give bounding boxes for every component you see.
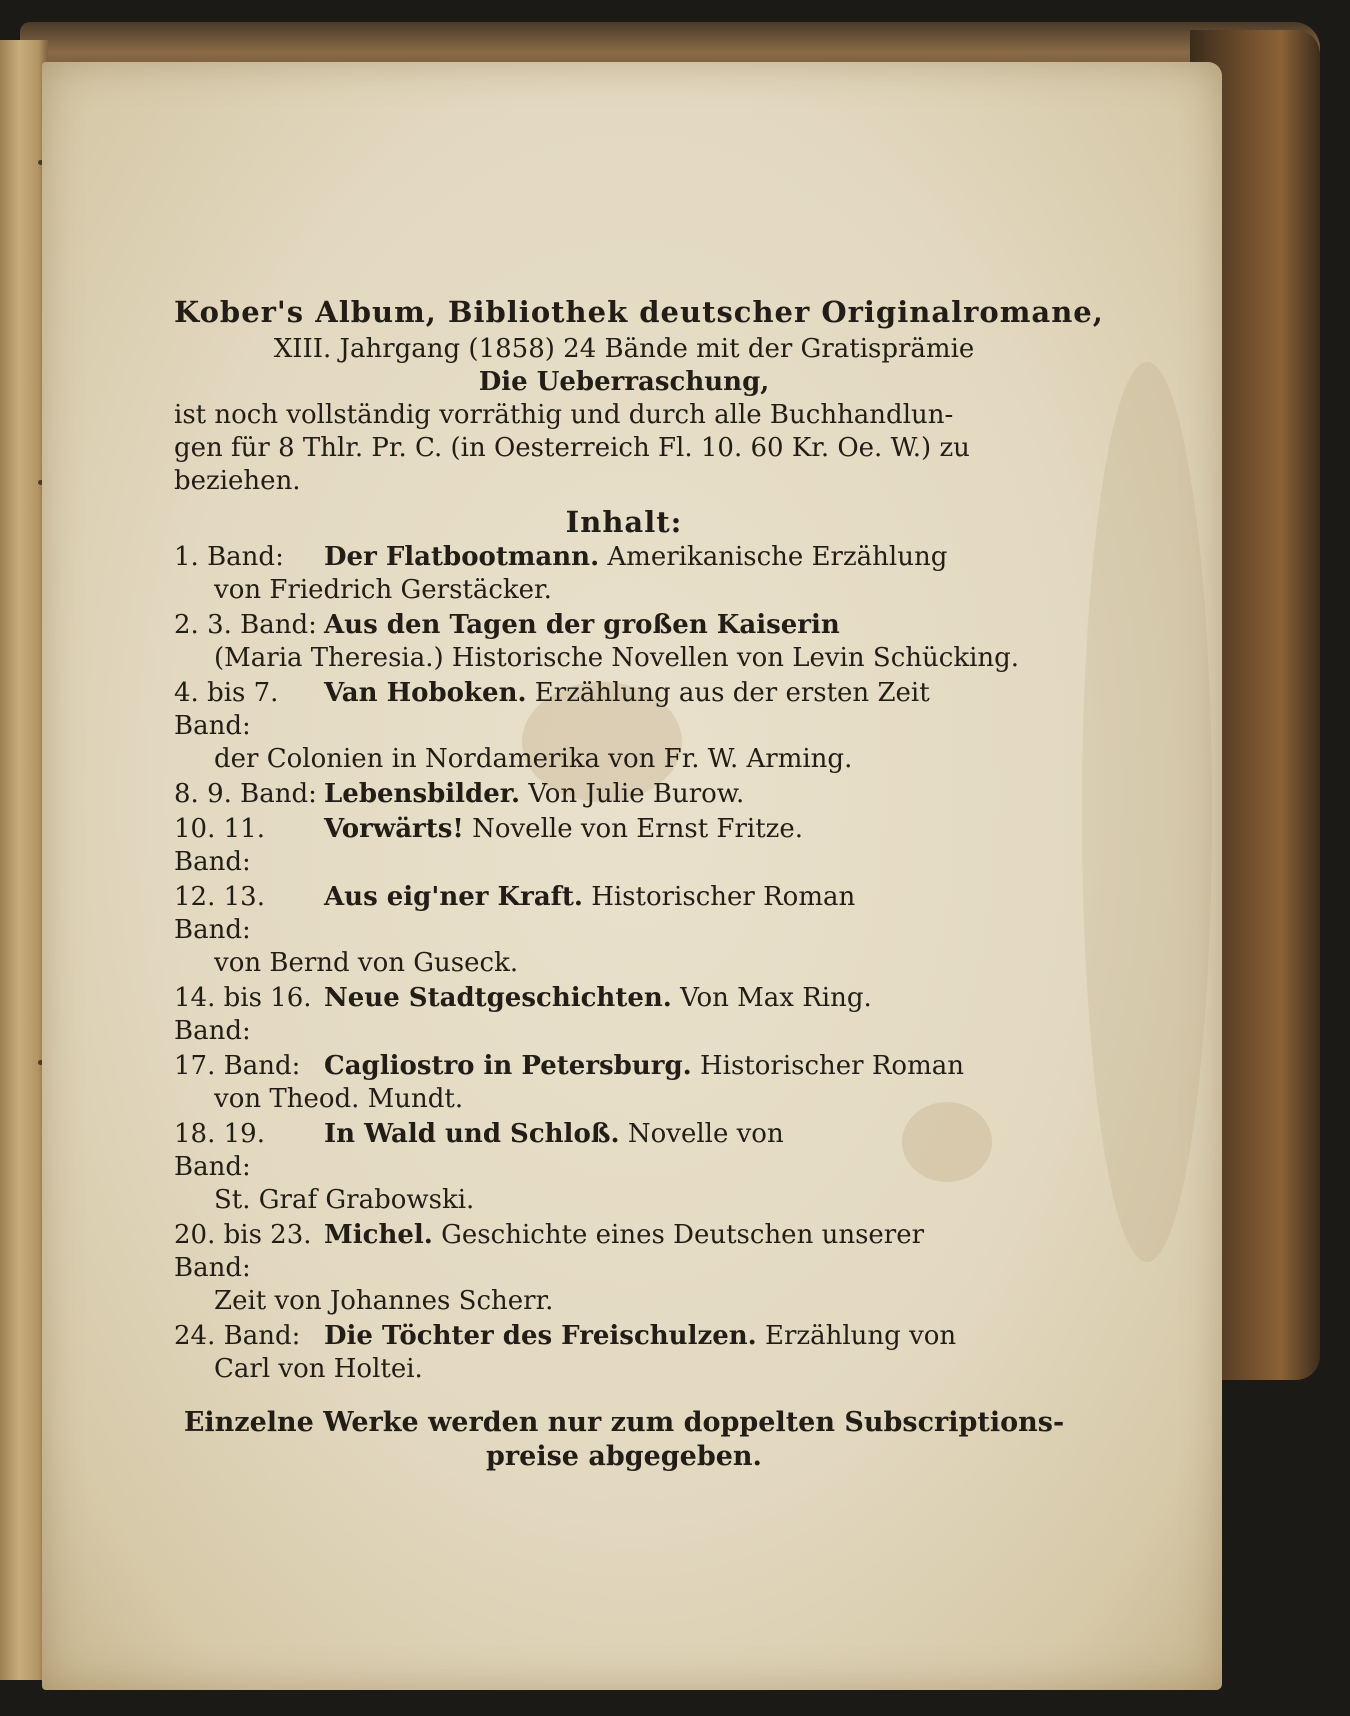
entry-continuation: (Maria Theresia.) Historische Novellen von Levin Schücking. xyxy=(214,643,1020,673)
contents-entry xyxy=(174,609,1074,642)
volume-number: 8. 9. Band: xyxy=(174,779,317,809)
availability-line: beziehen. xyxy=(174,466,301,496)
entry-continuation: von Friedrich Gerstäcker. xyxy=(214,575,552,605)
availability-line: gen für 8 Thlr. Pr. C. (in Oesterreich Fl. 10. 60 Kr. Oe. W.) zu xyxy=(174,433,970,463)
volume-number: 18. 19. Band: xyxy=(174,1119,265,1182)
entry-continuation: Zeit von Johannes Scherr. xyxy=(214,1286,554,1316)
footer-line: preise abgegeben. xyxy=(486,1441,762,1472)
footer-line: Einzelne Werke werden nur zum doppelten Subscriptions- xyxy=(183,1407,1065,1438)
volume-number: 12. 13. Band: xyxy=(174,882,265,945)
contents-entry xyxy=(174,1320,1074,1353)
volume-number: 4. bis 7. Band: xyxy=(174,678,279,741)
year-volumes-line: XIII. Jahrgang (1858) 24 Bände mit der Gratisprämie xyxy=(273,334,975,364)
contents-entry xyxy=(174,541,1074,574)
premium-title: Die Ueberraschung, xyxy=(478,367,770,397)
entry-title: Michel. xyxy=(324,1220,433,1250)
volume-number: 1. Band: xyxy=(174,542,284,572)
entry-title: Vorwärts! xyxy=(324,814,464,844)
footer-notice xyxy=(174,1406,1074,1474)
entry-description: Von Max Ring. xyxy=(680,983,872,1013)
page-text xyxy=(174,295,1104,1474)
entry-description: Von Julie Burow. xyxy=(528,779,745,809)
entry-title: Die Töchter des Freischulzen. xyxy=(324,1321,757,1351)
entry-description: Historischer Roman xyxy=(699,1051,964,1081)
contents-entry xyxy=(174,813,1074,879)
entry-description: Amerikanische Erzählung xyxy=(607,542,948,572)
entry-continuation: der Colonien in Nordamerika von Fr. W. Arming. xyxy=(214,744,853,774)
contents-heading: Inhalt: xyxy=(565,505,683,539)
contents-entry xyxy=(174,881,1074,947)
left-page-edge xyxy=(0,40,48,1680)
contents-entry xyxy=(174,1219,1074,1285)
entry-title: Van Hoboken. xyxy=(324,678,527,708)
availability-line: ist noch vollständig vorräthig und durch alle Buchhandlun- xyxy=(174,400,954,430)
volume-number: 14. bis 16. Band: xyxy=(174,983,312,1046)
entry-title: Der Flatbootmann. xyxy=(324,542,600,572)
contents-entry xyxy=(174,778,1074,811)
entry-title: Neue Stadtgeschichten. xyxy=(324,983,672,1013)
contents-entry xyxy=(174,1118,1074,1184)
entry-title: Aus den Tagen der großen Kaiserin xyxy=(324,610,840,640)
entry-title: In Wald und Schloß. xyxy=(324,1119,620,1149)
contents-entry xyxy=(174,677,1074,743)
volume-number: 17. Band: xyxy=(174,1051,301,1081)
entry-description: Novelle von xyxy=(627,1119,784,1149)
entry-continuation: Carl von Holtei. xyxy=(214,1354,423,1384)
entry-continuation: St. Graf Grabowski. xyxy=(214,1185,475,1215)
entry-continuation: von Theod. Mundt. xyxy=(214,1084,464,1114)
entry-description: Historischer Roman xyxy=(591,882,856,912)
entry-title: Lebensbilder. xyxy=(324,779,521,809)
entry-description: Geschichte eines Deutschen unserer xyxy=(441,1220,925,1250)
contents-entry xyxy=(174,1050,1074,1083)
entry-description: Erzählung aus der ersten Zeit xyxy=(534,678,930,708)
album-title: Kober's Album, Bibliothek deutscher Originalromane, xyxy=(174,295,1104,329)
entry-title: Aus eig'ner Kraft. xyxy=(324,882,583,912)
volume-number: 20. bis 23. Band: xyxy=(174,1220,312,1283)
entry-description: Erzählung von xyxy=(765,1321,957,1351)
entry-title: Cagliostro in Petersburg. xyxy=(324,1051,692,1081)
volume-number: 24. Band: xyxy=(174,1321,301,1351)
volume-number: 2. 3. Band: xyxy=(174,610,317,640)
volume-number: 10. 11. Band: xyxy=(174,814,265,877)
contents-entry xyxy=(174,982,1074,1048)
page-stain xyxy=(1082,362,1212,1262)
entry-continuation: von Bernd von Guseck. xyxy=(214,948,519,978)
entry-description: Novelle von Ernst Fritze. xyxy=(472,814,803,844)
